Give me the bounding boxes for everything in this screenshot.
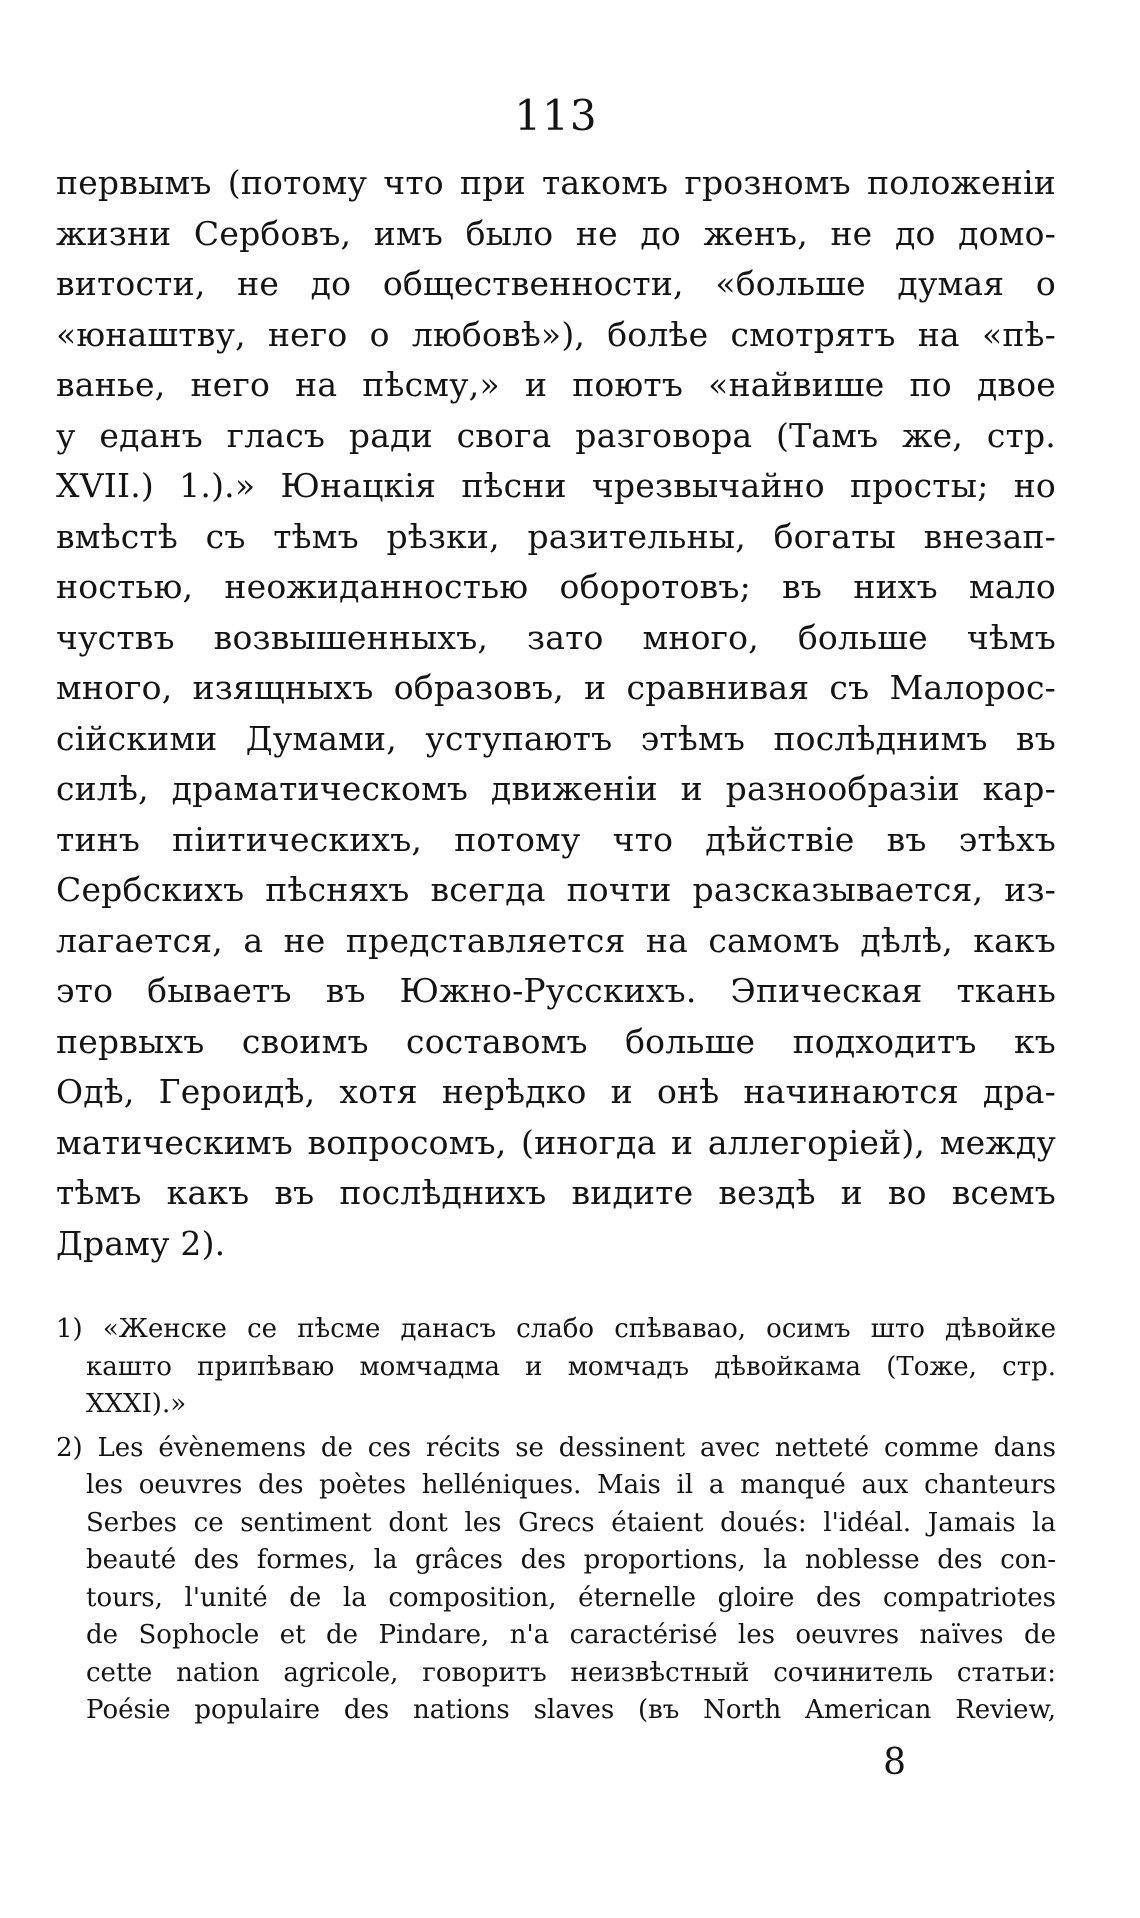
footnote-2-line: de Sophocle et de Pindare, n'a caractérisé les oeuvres naïves de <box>86 1620 1056 1650</box>
text-line: первымъ (потому что при такомъ грозномъ положеніи <box>56 163 1056 202</box>
page-number: 113 <box>514 91 598 140</box>
footnote-2-line: Poésie populaire des nations slaves (въ North American Review, <box>86 1695 1056 1725</box>
text-line: XVII.) 1.).» Юнацкія пѣсни чрезвычайно просты; но <box>56 466 1056 505</box>
text-line: сійскими Думами, уступаютъ этѣмъ послѣднимъ въ <box>56 718 1056 758</box>
text-line: Сербскихъ пѣсняхъ всегда почти разсказывается, из- <box>56 870 1056 909</box>
footnote-2-line: tours, l'unité de la composition, éternelle gloire des compatriotes <box>86 1582 1056 1613</box>
text-line: «юнаштву, него о любовѣ»), болѣе смотрятъ на «пѣ- <box>56 314 1056 354</box>
footnote-2-line: les oeuvres des poètes helléniques. Mais il a manqué aux chanteurs <box>86 1470 1056 1500</box>
book-page <box>56 80 1056 1910</box>
footnote-2-line: 2) Les évènemens de ces récits se dessinent avec netteté comme dans <box>56 1432 1056 1463</box>
text-line: ванье, него на пѣсму,» и поютъ «найвише по двое <box>56 365 1056 404</box>
text-line: много, изящныхъ образовъ, и сравнивая съ Малорос- <box>56 668 1056 707</box>
text-line: лагается, а не представляется на самомъ дѣлѣ, какъ <box>56 920 1056 960</box>
text-line: витости, не до общественности, «больше думая о <box>56 264 1056 303</box>
footnote-1-line: 1) «Женске се пѣсме данасъ слабо спѣвавао, осимъ што дѣвойке <box>56 1314 1056 1344</box>
footnote-1-line: кашто припѣваю момчадма и момчадъ дѣвойкама (Тоже, стр. <box>86 1351 1056 1382</box>
main-text <box>56 158 1056 1269</box>
text-line: ностью, неожиданностью оборотовъ; въ нихъ мало <box>56 567 1056 606</box>
text-line: матическимъ вопросомъ, (иногда и аллегоріей), между <box>56 1122 1056 1162</box>
text-line: первыхъ своимъ составомъ больше подходитъ къ <box>56 1021 1056 1061</box>
text-line: чуствъ возвышенныхъ, зато много, больше чѣмъ <box>56 617 1056 657</box>
signature-mark: 8 <box>883 1741 906 1783</box>
text-line: жизни Сербовъ, имъ было не до женъ, не до домо- <box>56 213 1056 253</box>
footnote-2-line: Serbes ce sentiment dont les Grecs étaient doués: l'idéal. Jamais la <box>86 1507 1056 1538</box>
footnote-2-line: beauté des formes, la grâces des proportions, la noblesse des con- <box>86 1545 1056 1575</box>
footnotes <box>56 1311 1056 1730</box>
text-line: силѣ, драматическомъ движеніи и разнообразіи кар- <box>56 769 1056 808</box>
footnote-1-line: XXXI).» <box>86 1389 187 1419</box>
text-line: Драму 2). <box>56 1223 226 1263</box>
text-line: у еданъ гласъ ради свога разговора (Тамъ же, стр. <box>56 415 1056 455</box>
footnote-2-line: cette nation agricole, говоритъ неизвѣстный сочинитель статьи: <box>86 1657 1056 1688</box>
text-line: Одѣ, Героидѣ, хотя нерѣдко и онѣ начинаются дра- <box>56 1072 1056 1111</box>
text-line: вмѣстѣ съ тѣмъ рѣзки, разительны, богаты внезап- <box>56 516 1056 556</box>
text-line: тинъ піитическихъ, потому что дѣйствіе въ этѣхъ <box>56 819 1056 859</box>
text-line: тѣмъ какъ въ послѣднихъ видите вездѣ и во всемъ <box>56 1173 1056 1212</box>
text-line: это бываетъ въ Южно-Русскихъ. Эпическая ткань <box>56 971 1056 1010</box>
